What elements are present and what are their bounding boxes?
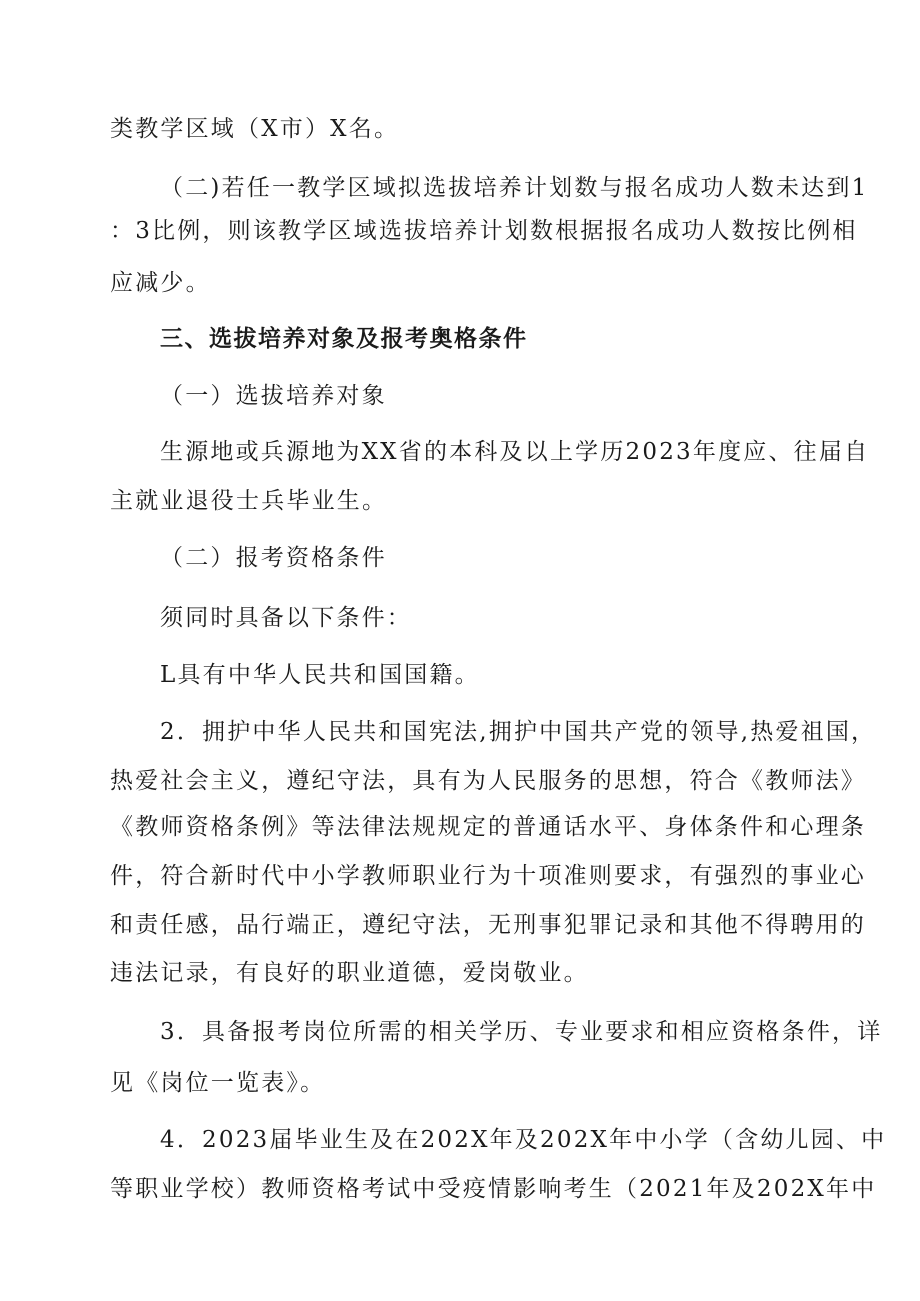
text-line: 件，符合新时代中小学教师职业行为十项准则要求，有强烈的事业心 xyxy=(110,863,866,889)
list-item: 2．拥护中华人民共和国宪法,拥护中国共产党的领导,热爱祖国， xyxy=(160,719,877,745)
text-line: 须同时具备以下条件： xyxy=(160,605,412,631)
list-item: 4．2023届毕业生及在202X年及202X年中小学（含幼儿园、中 xyxy=(160,1127,887,1153)
text-line: （二)若任一教学区域拟选拔培养计划数与报名成功人数未达到1 xyxy=(160,175,869,201)
text-line: 和责任感，品行端正，遵纪守法，无刑事犯罪记录和其他不得聘用的 xyxy=(110,912,866,938)
text-line: 主就业退役士兵毕业生。 xyxy=(110,488,388,514)
text-line: 生源地或兵源地为XX省的本科及以上学历2023年度应、往届自 xyxy=(160,439,870,465)
subsection-heading: （一）选拔培养对象 xyxy=(160,383,387,409)
text-line: 等职业学校）教师资格考试中受疫情影响考生（2021年及202X年中 xyxy=(110,1176,877,1202)
text-line: 热爱社会主义，遵纪守法，具有为人民服务的思想，符合《教师法》 xyxy=(110,768,866,794)
list-item: L具有中华人民共和国国籍。 xyxy=(160,662,480,688)
text-line: 应减少。 xyxy=(110,270,211,296)
text-line: ：3比例，则该教学区域选拔培养计划数根据报名成功人数按比例相 xyxy=(110,218,858,244)
text-line: 违法记录，有良好的职业道德，爱岗敬业。 xyxy=(110,960,589,986)
section-heading: 三、选拔培养对象及报考奥格条件 xyxy=(160,326,528,352)
subsection-heading: （二）报考资格条件 xyxy=(160,545,387,571)
text-line: 类教学区域（X市）X名。 xyxy=(110,116,400,142)
list-item: 3．具备报考岗位所需的相关学历、专业要求和相应资格条件，详 xyxy=(160,1019,883,1045)
text-line: 《教师资格条例》等法律法规规定的普通话水平、身体条件和心理条 xyxy=(110,814,866,840)
text-line: 见《岗位一览表》。 xyxy=(110,1070,326,1096)
